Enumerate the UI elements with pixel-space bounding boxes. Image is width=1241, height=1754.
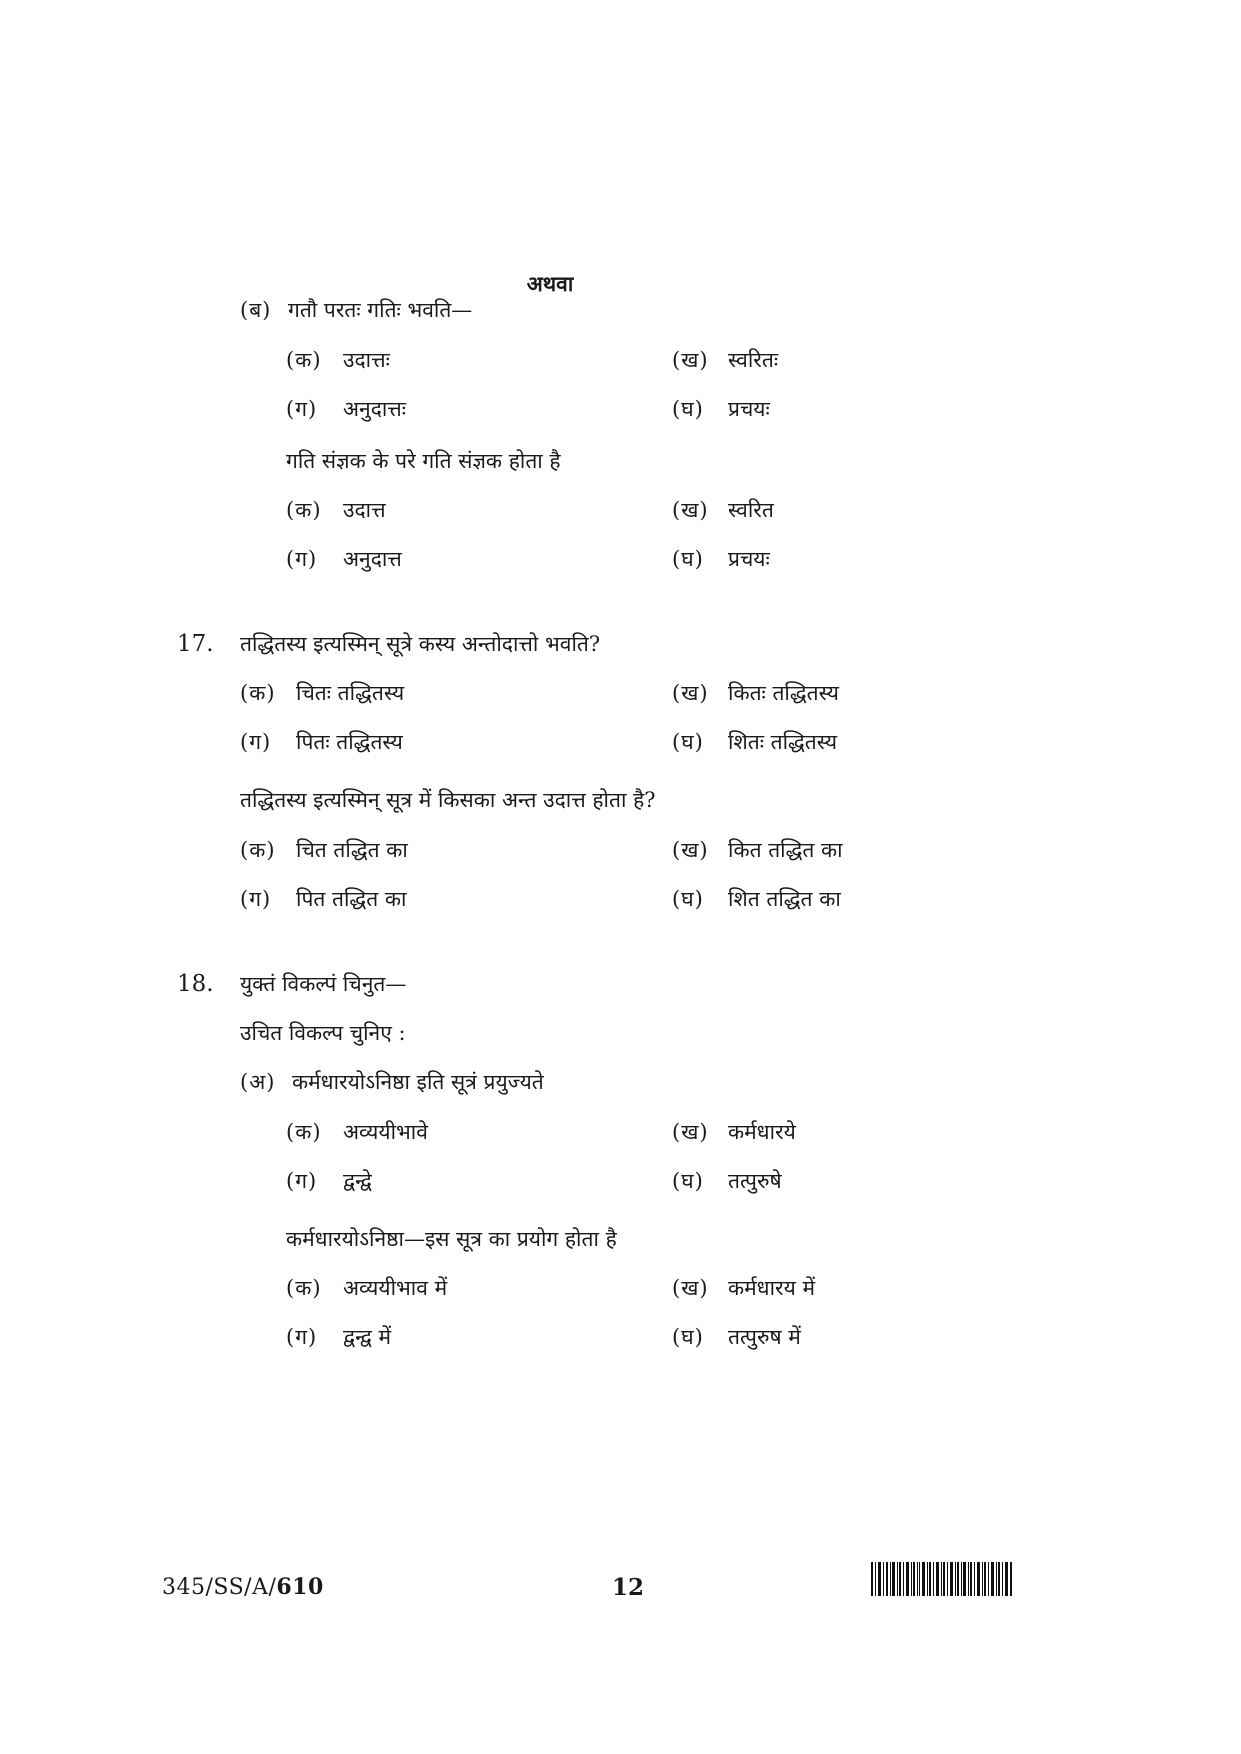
option-text: चितः तद्धितस्य [296, 681, 405, 705]
option-label: (क) [286, 1276, 322, 1300]
option-text: द्वन्द्वे [343, 1169, 372, 1193]
option-text: पित तद्धित का [296, 887, 407, 911]
question-number: 17. [177, 631, 214, 657]
option-label: (ख) [672, 838, 709, 862]
option-label: (घ) [672, 1325, 704, 1349]
q18-hindi-instruction: उचित विकल्प चुनिए : [240, 1021, 406, 1045]
option-label: (क) [286, 498, 322, 522]
option-label: (क) [240, 681, 276, 705]
option-label: (ग) [286, 1169, 318, 1193]
option-text: अनुदात्तः [343, 397, 407, 421]
q16b-label: (ब) [240, 298, 272, 322]
or-heading: अथवा [526, 271, 574, 296]
option-label: (क) [286, 348, 322, 372]
option-text: प्रचयः [728, 547, 770, 571]
paper-code-number: 610 [276, 1574, 324, 1600]
option-label: (घ) [672, 887, 704, 911]
option-text: कर्मधारय में [728, 1276, 816, 1300]
option-label: (क) [286, 1120, 322, 1144]
option-label: (ख) [672, 681, 709, 705]
option-label: (घ) [672, 730, 704, 754]
option-text: अव्ययीभावे [343, 1120, 428, 1144]
option-text: द्वन्द्व में [343, 1325, 392, 1349]
option-label: (ग) [286, 1325, 318, 1349]
option-label: (ग) [240, 887, 272, 911]
option-label: (ख) [672, 1120, 709, 1144]
option-label: (ख) [672, 498, 709, 522]
paper-code-prefix: 345/SS/A/ [162, 1575, 277, 1600]
barcode-icon [871, 1562, 1013, 1596]
option-text: तत्पुरुषे [728, 1169, 782, 1193]
option-text: शितः तद्धितस्य [728, 730, 838, 754]
q17-hindi-text: तद्धितस्य इत्यस्मिन् सूत्र में किसका अन्त उदात्त होता है? [240, 788, 656, 812]
option-label: (घ) [672, 397, 704, 421]
option-text: कित तद्धित का [728, 838, 843, 862]
option-label: (ग) [286, 397, 318, 421]
q18a-text: कर्मधारयोऽनिष्ठा इति सूत्रं प्रयुज्यते [292, 1070, 544, 1094]
page-number: 12 [612, 1574, 645, 1601]
question-number: 18. [177, 971, 214, 997]
option-label: (ख) [672, 348, 709, 372]
option-label: (घ) [672, 547, 704, 571]
option-text: कितः तद्धितस्य [728, 681, 839, 705]
option-text: अनुदात्त [343, 547, 402, 571]
paper-code [162, 1574, 324, 1600]
option-text: स्वरितः [728, 348, 779, 372]
option-text: अव्ययीभाव में [343, 1276, 448, 1300]
option-text: चित तद्धित का [296, 838, 408, 862]
q18-text: युक्तं विकल्पं चिनुत— [240, 972, 407, 996]
q18a-label: (अ) [240, 1070, 276, 1094]
option-label: (ग) [240, 730, 272, 754]
option-label: (घ) [672, 1169, 704, 1193]
q16b-hindi-text: गति संज्ञक के परे गति संज्ञक होता है [286, 449, 561, 473]
option-text: उदात्त [343, 498, 386, 522]
option-text: तत्पुरुष में [728, 1325, 801, 1349]
q16b-text: गतौ परतः गतिः भवति— [288, 298, 473, 322]
option-label: (ख) [672, 1276, 709, 1300]
option-text: पितः तद्धितस्य [296, 730, 403, 754]
option-text: शित तद्धित का [728, 887, 841, 911]
option-label: (क) [240, 838, 276, 862]
option-text: कर्मधारये [728, 1120, 796, 1144]
q17-text: तद्धितस्य इत्यस्मिन् सूत्रे कस्य अन्तोदात्तो भवति? [240, 632, 601, 656]
option-text: प्रचयः [728, 397, 770, 421]
q18a-hindi-text: कर्मधारयोऽनिष्ठा—इस सूत्र का प्रयोग होता है [286, 1227, 617, 1251]
option-label: (ग) [286, 547, 318, 571]
option-text: उदात्तः [343, 348, 390, 372]
option-text: स्वरित [728, 498, 774, 522]
